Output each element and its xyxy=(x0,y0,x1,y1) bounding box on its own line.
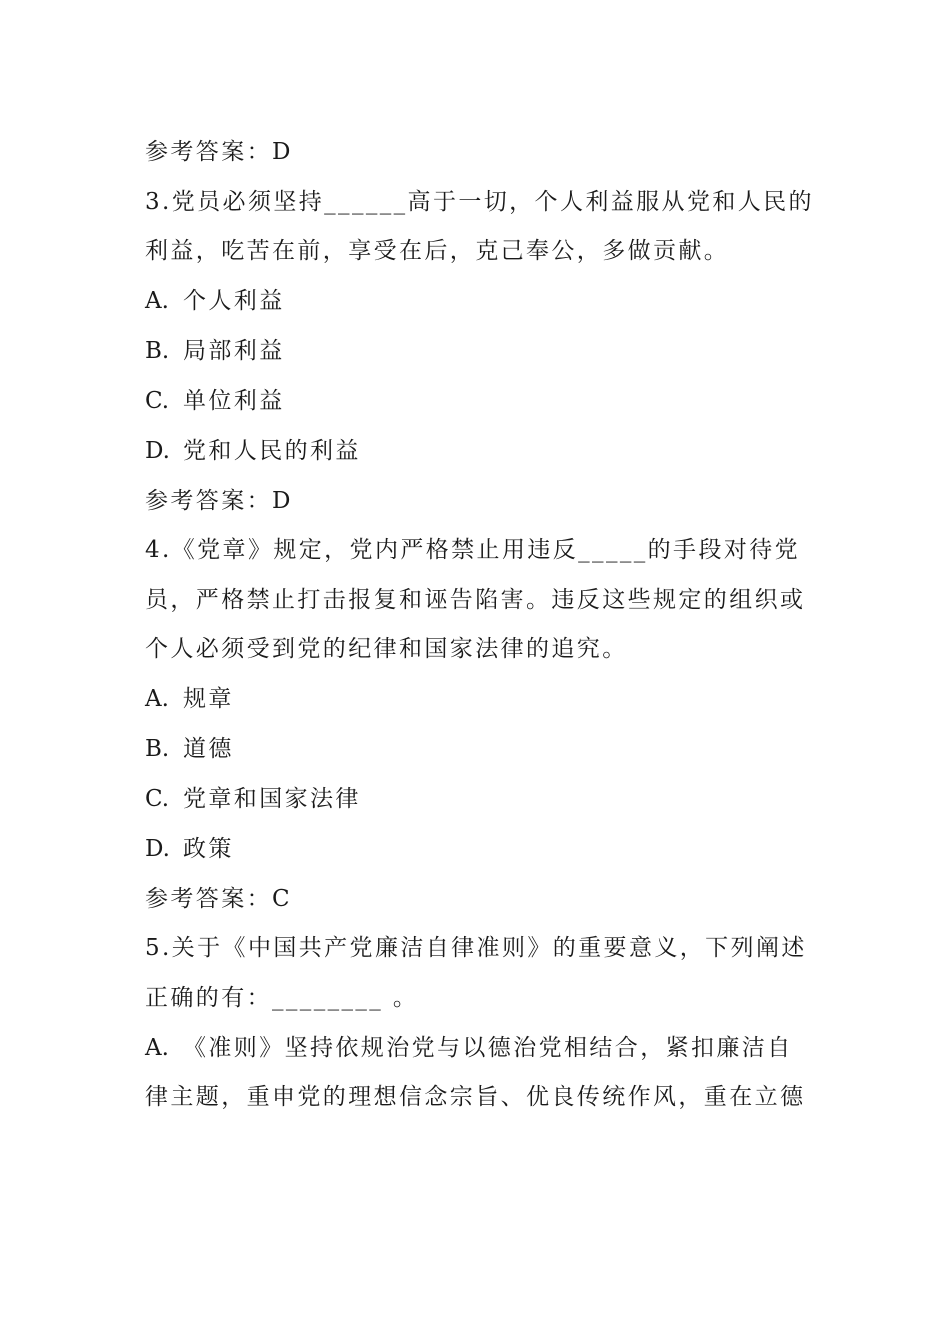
question-4-option-b xyxy=(145,734,815,764)
question-text: 员，严格禁止打击报复和诬告陷害。违反这些规定的组织或 xyxy=(145,587,806,613)
question-text: 正确的有：________ 。 xyxy=(145,985,419,1011)
question-3-option-b xyxy=(145,336,815,366)
option-text: 党章和国家法律 xyxy=(183,786,361,812)
option-letter: B. xyxy=(145,338,170,364)
option-letter: D. xyxy=(145,836,170,862)
question-5-option-a-continued xyxy=(145,1082,815,1112)
answer-line-q2 xyxy=(145,137,815,167)
answer-line-q3 xyxy=(145,486,815,516)
answer-text: 参考答案：C xyxy=(145,886,292,912)
answer-text: 参考答案：D xyxy=(145,488,293,514)
option-text: 道德 xyxy=(183,736,234,762)
question-text: 5.关于《中国共产党廉洁自律准则》的重要意义，下列阐述 xyxy=(145,935,807,961)
question-4-option-a xyxy=(145,684,815,714)
question-4-option-c xyxy=(145,784,815,814)
question-3-line-1 xyxy=(145,187,815,217)
question-4-line-3 xyxy=(145,634,815,664)
option-letter: C. xyxy=(145,388,170,414)
option-text: 政策 xyxy=(183,836,234,862)
question-text: 个人必须受到党的纪律和国家法律的追究。 xyxy=(145,636,628,662)
question-4-line-2 xyxy=(145,585,815,615)
option-letter: A. xyxy=(145,288,169,314)
question-text: 3.党员必须坚持______高于一切，个人利益服从党和人民的 xyxy=(145,189,814,215)
option-text: 律主题，重申党的理想信念宗旨、优良传统作风，重在立德 xyxy=(145,1084,806,1110)
option-letter: A. xyxy=(145,1035,169,1061)
option-text: 党和人民的利益 xyxy=(183,438,361,464)
question-3-line-2 xyxy=(145,236,815,266)
option-text: 个人利益 xyxy=(183,288,285,314)
question-4-option-d xyxy=(145,834,815,864)
option-text: 局部利益 xyxy=(183,338,285,364)
question-3-option-d xyxy=(145,436,815,466)
option-text: 单位利益 xyxy=(183,388,285,414)
option-text: 规章 xyxy=(183,686,234,712)
question-3-option-a xyxy=(145,286,815,316)
option-text: 《准则》坚持依规治党与以德治党相结合，紧扣廉洁自 xyxy=(183,1035,793,1061)
question-5-line-2 xyxy=(145,983,815,1013)
question-4-line-1 xyxy=(145,535,815,565)
answer-line-q4 xyxy=(145,884,815,914)
question-text: 4.《党章》规定，党内严格禁止用违反_____的手段对待党 xyxy=(145,537,801,563)
option-letter: D. xyxy=(145,438,170,464)
option-letter: B. xyxy=(145,736,170,762)
option-letter: A. xyxy=(145,686,169,712)
answer-text: 参考答案：D xyxy=(145,139,293,165)
question-text: 利益，吃苦在前，享受在后，克己奉公，多做贡献。 xyxy=(145,238,730,264)
question-5-line-1 xyxy=(145,933,815,963)
option-letter: C. xyxy=(145,786,170,812)
question-3-option-c xyxy=(145,386,815,416)
question-5-option-a xyxy=(145,1033,815,1063)
